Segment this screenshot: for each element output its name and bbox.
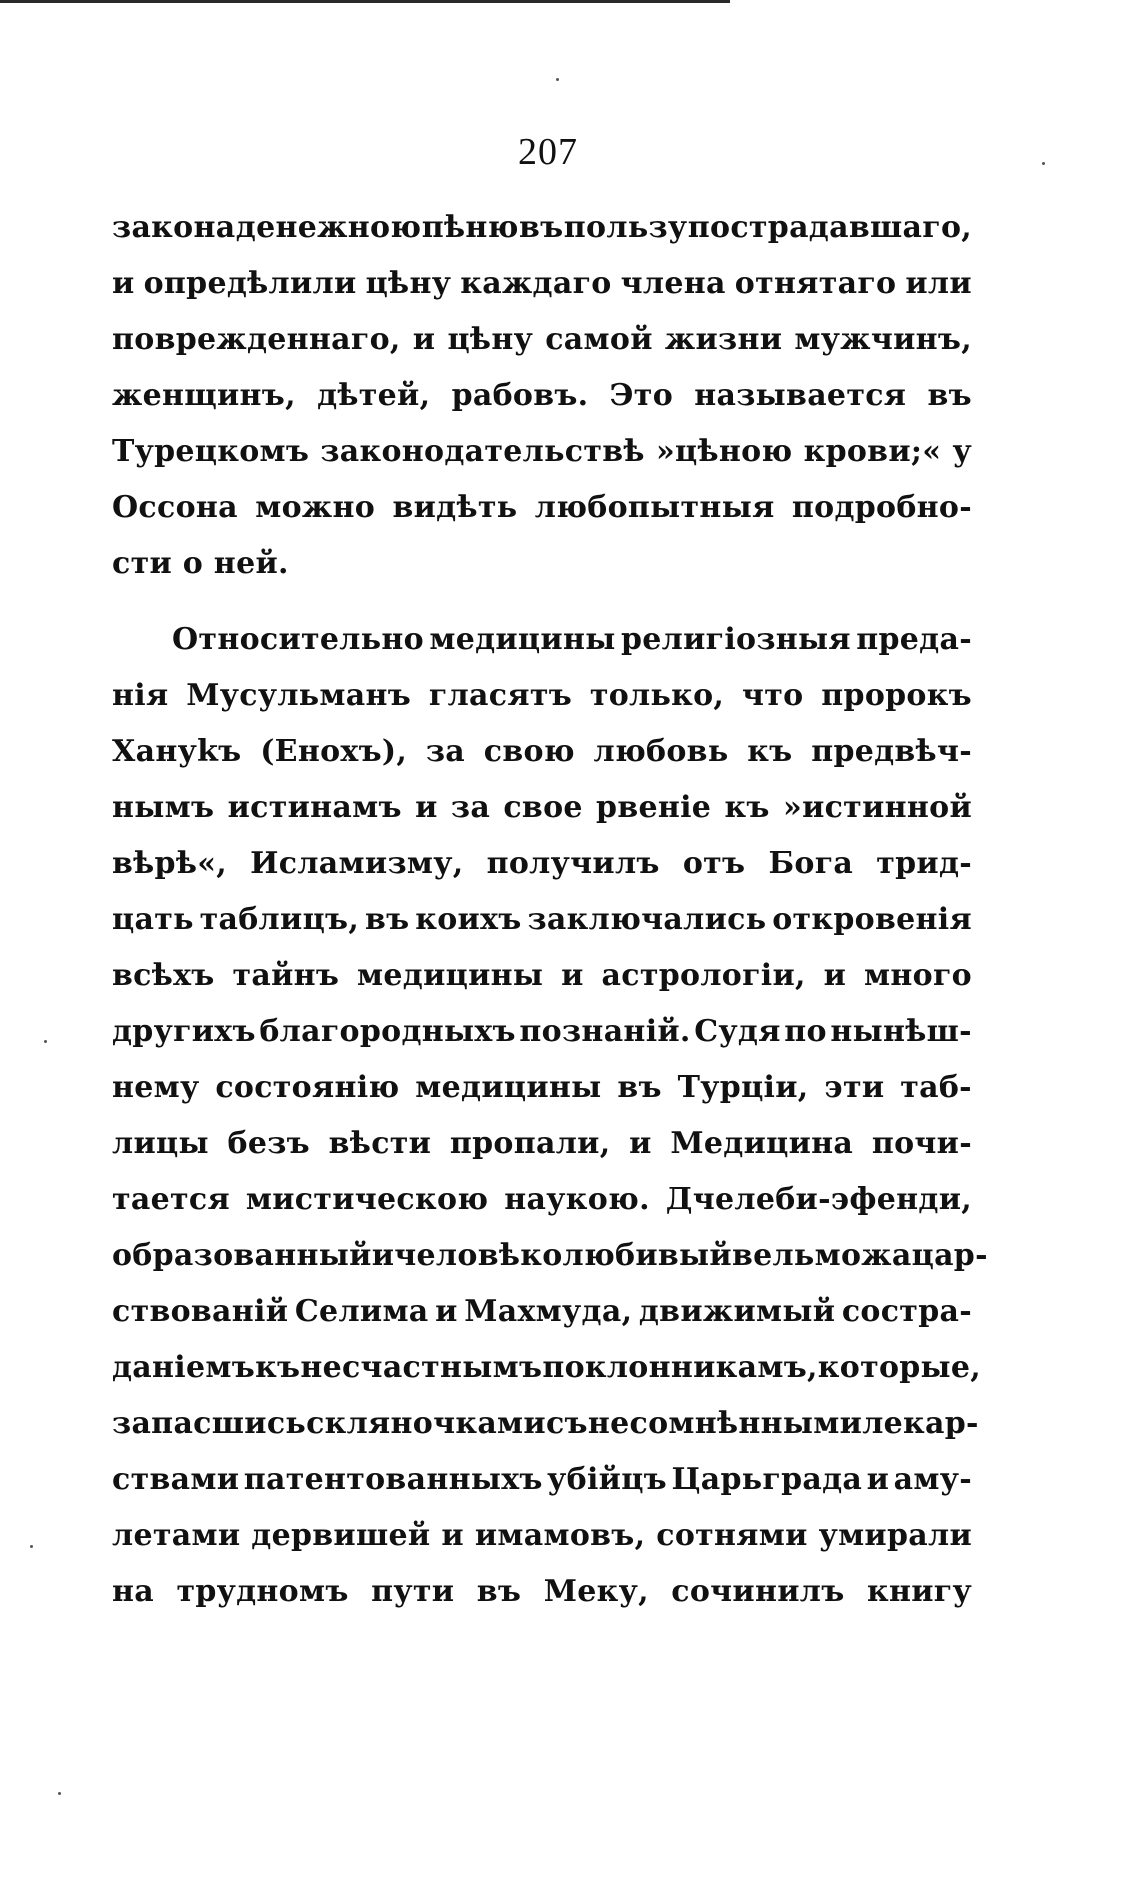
text-line [112, 1452, 972, 1508]
text-line [112, 424, 972, 480]
word: коихъ [415, 902, 522, 937]
word: тается [112, 1182, 230, 1217]
body-text [112, 200, 988, 1620]
word: женщинъ, [112, 378, 296, 413]
word: сострa- [841, 1294, 972, 1329]
word: вѣрѣ«, [112, 846, 228, 881]
word: цѣну [365, 266, 452, 301]
text-line [112, 668, 972, 724]
word: къ [747, 734, 793, 769]
word: въ [364, 902, 410, 937]
word: откровенія [772, 902, 972, 937]
word: крови;« [803, 434, 942, 469]
text-line [112, 1116, 972, 1172]
word: летами [112, 1518, 241, 1553]
word: имамовъ, [474, 1518, 646, 1553]
word: астрологіи, [601, 958, 806, 993]
word: другихъ [112, 1014, 256, 1049]
word: почи- [871, 1126, 972, 1161]
word: Исламизму, [250, 846, 464, 881]
word: Махмуда, [464, 1294, 633, 1329]
word: дервишей [251, 1518, 431, 1553]
word: эти [824, 1070, 885, 1105]
word: въ [476, 1574, 522, 1609]
word: любовь [593, 734, 729, 769]
word: несчастнымъ [300, 1350, 543, 1385]
text-line [112, 948, 972, 1004]
word: таб- [900, 1070, 972, 1105]
word: и [629, 1126, 652, 1161]
word: законодательствѣ [320, 434, 645, 469]
top-rule [0, 0, 730, 3]
word: члена [620, 266, 726, 301]
word: нія [112, 678, 169, 713]
word: любопытныя [534, 490, 775, 525]
word: лекар- [862, 1406, 979, 1441]
word: Селима [294, 1294, 429, 1329]
word: дѣтей, [317, 378, 431, 413]
word: закона [112, 210, 236, 245]
word: самой [545, 322, 653, 357]
word: предвѣч- [811, 734, 972, 769]
word: и [112, 266, 135, 301]
word: Хануkъ [112, 734, 242, 769]
word: рвеніе [596, 790, 712, 825]
word: лицы [112, 1126, 209, 1161]
word: и [561, 958, 584, 993]
word: цѣну [447, 322, 534, 357]
word: истинамъ [227, 790, 402, 825]
word: умирали [818, 1518, 972, 1553]
word: много [864, 958, 972, 993]
word: пострадавшаго, [687, 210, 972, 245]
text-line [112, 836, 972, 892]
word: познаній. [519, 1014, 691, 1049]
text-line [112, 612, 972, 668]
word: нымъ [112, 790, 215, 825]
word: безъ [227, 1126, 310, 1161]
text-line [112, 1340, 982, 1396]
text-line [112, 1396, 979, 1452]
word: каждаго [460, 266, 612, 301]
word: свою [483, 734, 575, 769]
word: свое [503, 790, 583, 825]
word: сочинилъ [671, 1574, 845, 1609]
word: Бога [768, 846, 854, 881]
word: за [450, 790, 491, 825]
word: медицины [415, 1070, 602, 1105]
word: отнятаго [734, 266, 897, 301]
word: трудномъ [176, 1574, 349, 1609]
word: заключались [527, 902, 767, 937]
word: въ [927, 378, 972, 413]
paragraph-gap [112, 592, 972, 612]
word: Дчелеби-эфенди, [665, 1182, 972, 1217]
text-line [112, 200, 972, 256]
word: гласятъ [428, 678, 573, 713]
word: »цѣною [655, 434, 793, 469]
word: ствами [112, 1462, 240, 1497]
word: съ [545, 1406, 588, 1441]
word: подробно- [791, 490, 972, 525]
word: пѣню [421, 210, 519, 245]
word: тайнъ [232, 958, 340, 993]
word: нему [112, 1070, 200, 1105]
text-line [112, 724, 972, 780]
word: Оссона [112, 490, 238, 525]
word: въ [617, 1070, 662, 1105]
word: вѣсти [328, 1126, 432, 1161]
word: и [371, 1238, 395, 1273]
word: и [866, 1462, 890, 1497]
word: къ [724, 790, 770, 825]
text-line [112, 480, 972, 536]
word: преда- [856, 622, 972, 657]
word: Турецкомъ [112, 434, 310, 469]
text-line [112, 780, 972, 836]
word: наукою. [504, 1182, 650, 1217]
word: мужчинъ, [794, 322, 972, 357]
word: запасшись [112, 1406, 307, 1441]
word: рабовъ. [451, 378, 589, 413]
word: цать [112, 902, 194, 937]
word: жизни [664, 322, 783, 357]
text-line [112, 1172, 972, 1228]
text-line [112, 312, 972, 368]
text-line [112, 256, 972, 312]
word: у [952, 434, 972, 469]
word: въ [519, 210, 564, 245]
word: денежною [235, 210, 422, 245]
word: или [905, 266, 972, 301]
scan-speck [44, 1040, 47, 1043]
text-line [112, 892, 972, 948]
word: и [823, 958, 847, 993]
word: даніемъ [112, 1350, 256, 1385]
text-line [112, 1564, 972, 1620]
word: можно [255, 490, 376, 525]
word: и [412, 322, 436, 357]
word: нынѣш- [830, 1014, 972, 1049]
text-line [112, 1004, 972, 1060]
word: которые, [817, 1350, 982, 1385]
word: таблицъ, [199, 902, 360, 937]
text-line [112, 1508, 972, 1564]
word: и [441, 1518, 464, 1553]
word: называется [694, 378, 907, 413]
scan-speck [30, 1545, 33, 1548]
word: убійцъ [547, 1462, 667, 1497]
word: и [435, 1294, 458, 1329]
word: пропали, [449, 1126, 611, 1161]
text-line [112, 1228, 988, 1284]
word: человѣколюбивый [394, 1238, 732, 1273]
word: Царьграда [671, 1462, 863, 1497]
word: скляночками [306, 1406, 546, 1441]
word: образованный [112, 1238, 372, 1273]
word: состоянію [215, 1070, 400, 1105]
word: отъ [682, 846, 746, 881]
word: ствованій [112, 1294, 289, 1329]
word: медицины [429, 622, 616, 657]
word: только, [589, 678, 725, 713]
word: опредѣлили [143, 266, 357, 301]
word: религіозныя [620, 622, 851, 657]
word: вельможа [731, 1238, 912, 1273]
word: Меку, [543, 1574, 649, 1609]
word: аму- [893, 1462, 972, 1497]
word: сотнями [656, 1518, 808, 1553]
word: Относительно [172, 622, 424, 657]
word: на [112, 1574, 154, 1609]
word: трид- [876, 846, 972, 881]
page-number: 207 [518, 131, 578, 173]
word: движимый [638, 1294, 836, 1329]
word: патентованныхъ [243, 1462, 543, 1497]
word: »истинной [783, 790, 972, 825]
scan-speck [58, 1792, 61, 1795]
word: (Енохъ), [260, 734, 408, 769]
word: за [425, 734, 466, 769]
word: видѣть [392, 490, 518, 525]
word: пути [371, 1574, 455, 1609]
word: поврежденнаго, [112, 322, 401, 357]
text-line: сти о ней. [112, 546, 289, 581]
scan-speck [556, 78, 559, 81]
word: цар- [911, 1238, 988, 1273]
text-line [112, 368, 972, 424]
word: Турціи, [677, 1070, 809, 1105]
word: пользу [563, 210, 688, 245]
word: Это [609, 378, 674, 413]
word: получилъ [486, 846, 660, 881]
text-line [112, 1060, 972, 1116]
paragraph-1 [112, 200, 972, 592]
word: несомнѣнными [587, 1406, 863, 1441]
word: что [742, 678, 804, 713]
text-line [112, 1284, 972, 1340]
word: Мусульманъ [186, 678, 412, 713]
paragraph-2 [112, 612, 988, 1620]
word: Медицина [670, 1126, 854, 1161]
word: мистическою [245, 1182, 489, 1217]
word: поклонникамъ, [542, 1350, 818, 1385]
word: благородныхъ [259, 1014, 516, 1049]
word: къ [255, 1350, 301, 1385]
scan-speck [1042, 162, 1045, 165]
word: книгу [866, 1574, 972, 1609]
word: и [415, 790, 438, 825]
word: по [784, 1014, 827, 1049]
word: Судя [694, 1014, 781, 1049]
word: всѣхъ [112, 958, 215, 993]
word: медицины [357, 958, 544, 993]
word: пророкъ [821, 678, 972, 713]
